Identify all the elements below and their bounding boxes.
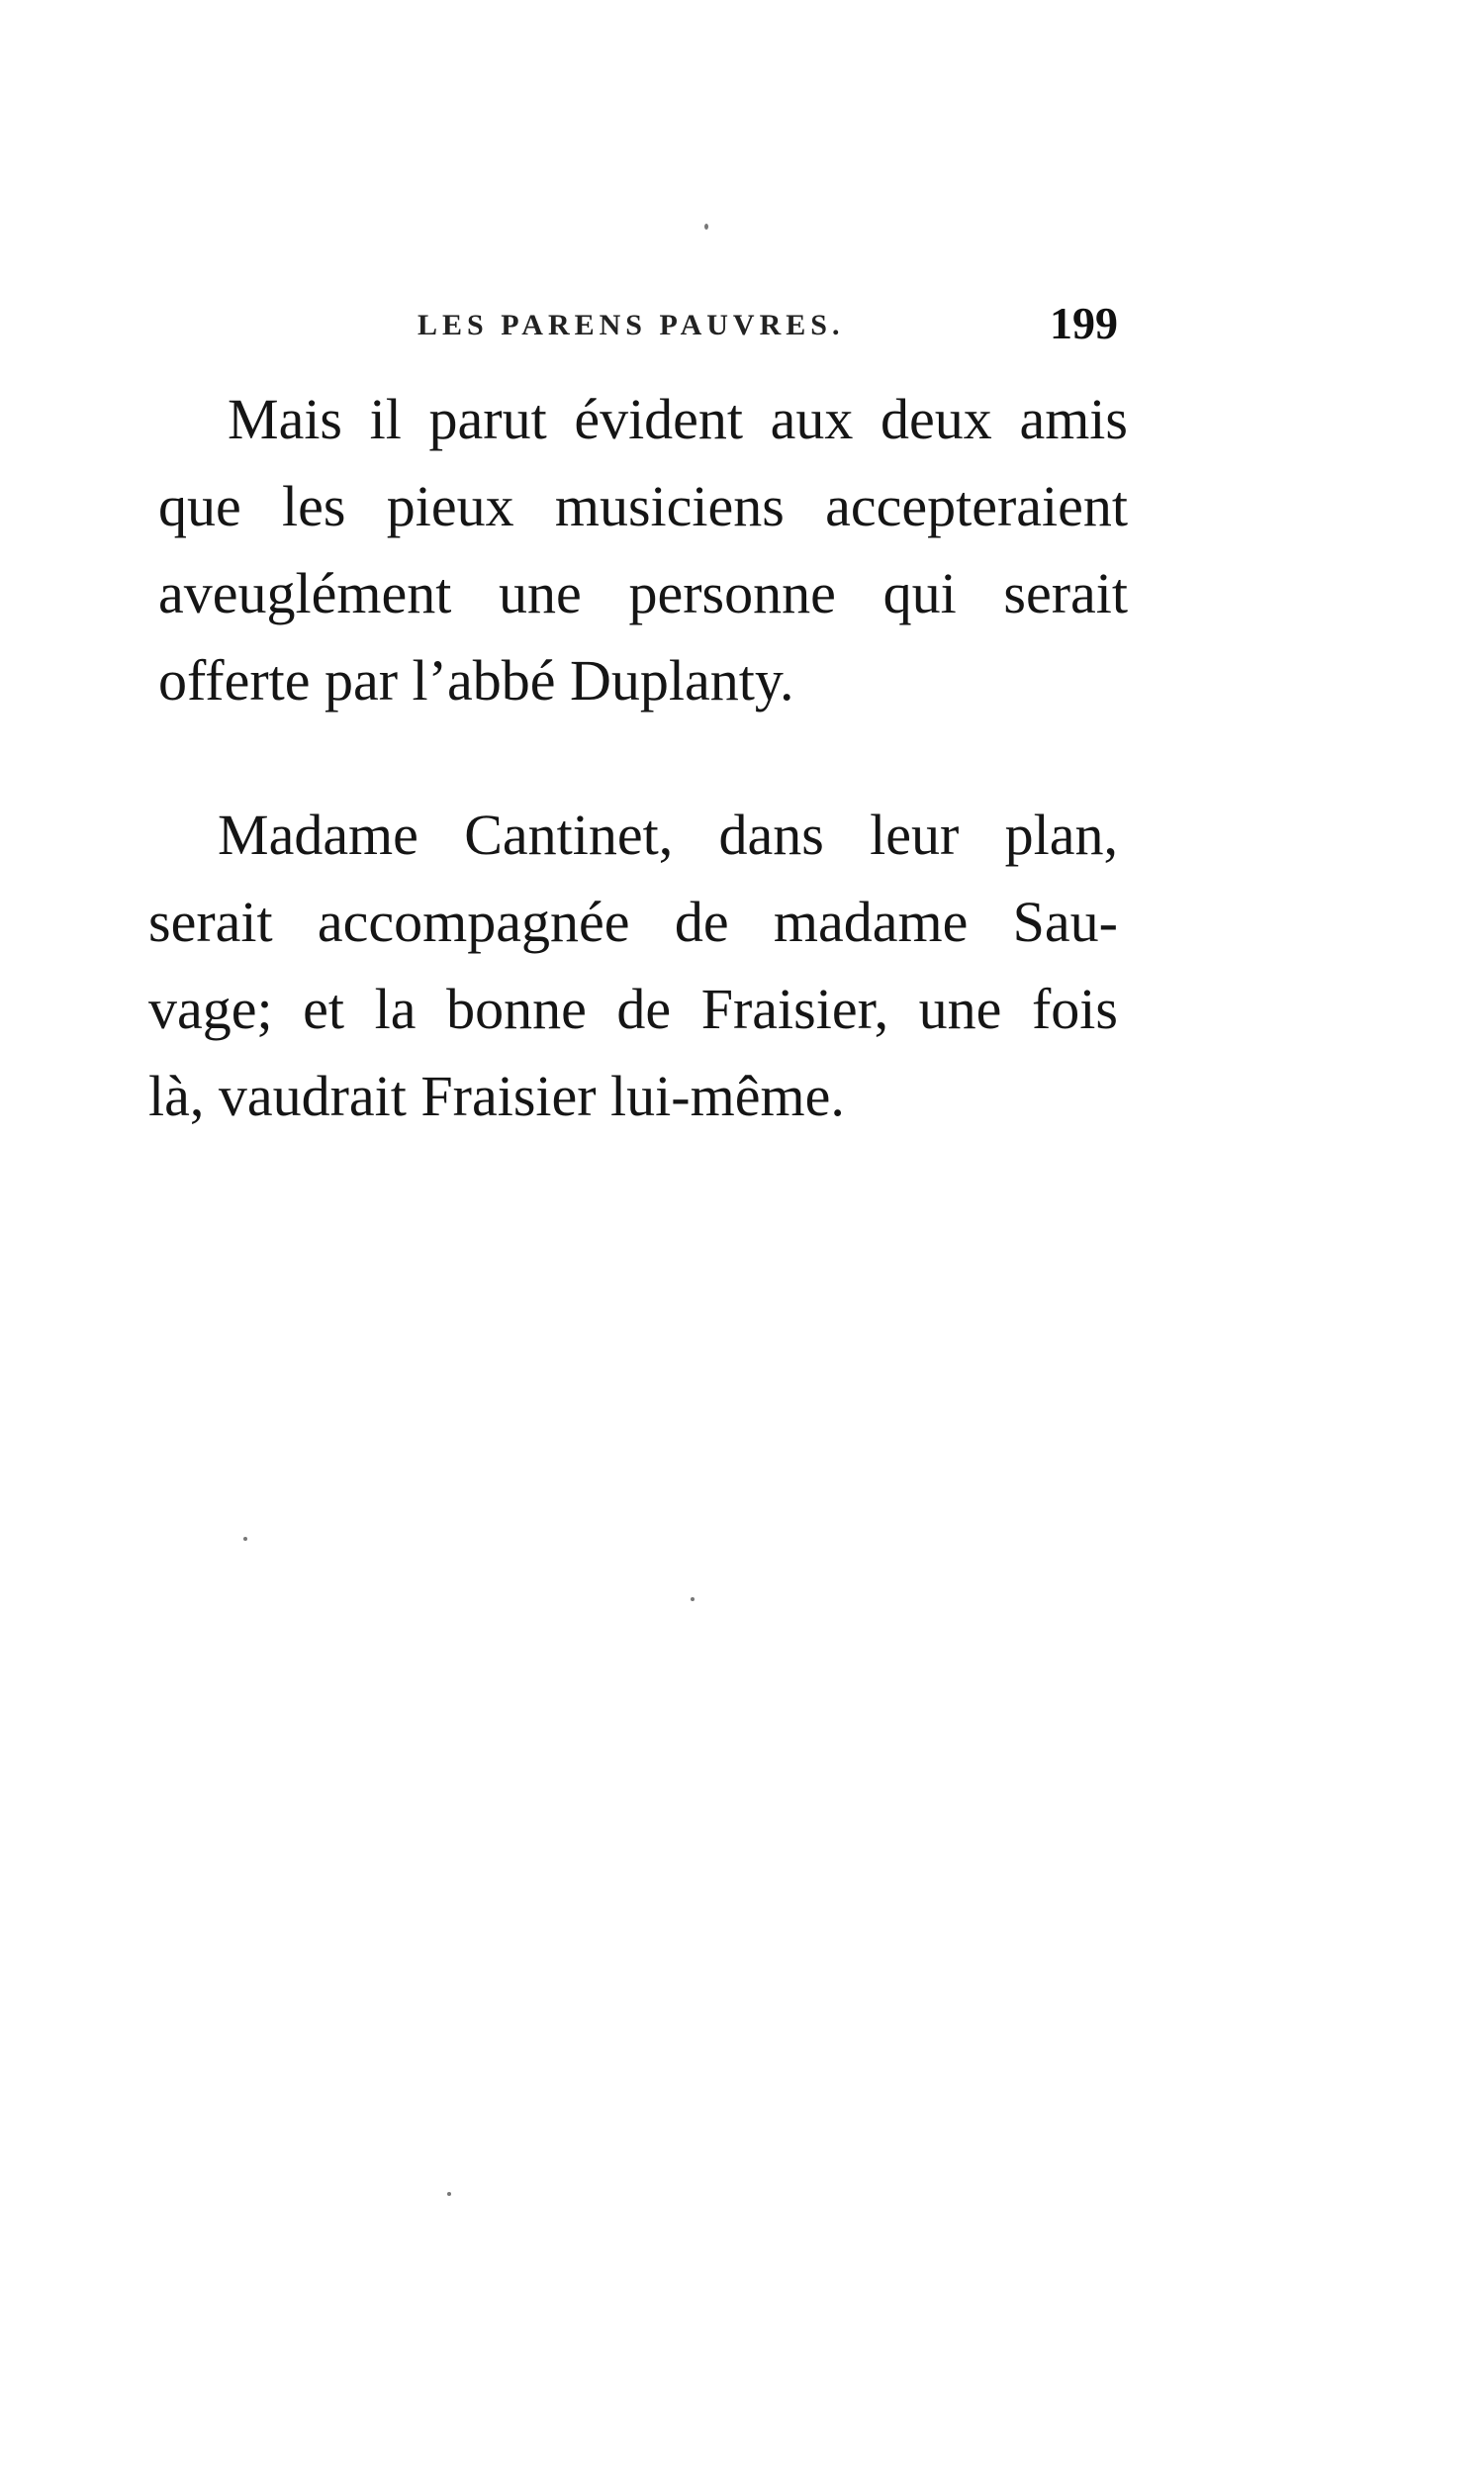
text-line: Madame Cantinet, dans leur plan, bbox=[218, 803, 1118, 867]
ink-speck bbox=[243, 1537, 247, 1541]
page-number: 199 bbox=[1050, 298, 1118, 348]
paragraph bbox=[148, 792, 1118, 1140]
running-title: LES PARENS PAUVRES. bbox=[417, 309, 845, 341]
paragraph bbox=[158, 376, 1128, 724]
text-line: que les pieux musiciens accepteraient bbox=[158, 474, 1128, 538]
text-line: aveuglément une personne qui serait bbox=[158, 561, 1128, 625]
ink-speck bbox=[447, 2192, 451, 2196]
ink-speck bbox=[691, 1597, 695, 1601]
ink-speck bbox=[704, 224, 708, 230]
text-line: vage; et la bonne de Fraisier, une fois bbox=[148, 977, 1118, 1041]
text-line: Mais il parut évident aux deux amis bbox=[228, 387, 1128, 451]
page-header bbox=[148, 297, 1118, 376]
text-line: serait accompagnée de madame Sau- bbox=[148, 890, 1118, 954]
text-line: offerte par l’abbé Duplanty. bbox=[158, 648, 794, 713]
text-line: là, vaudrait Fraisier lui-même. bbox=[148, 1064, 845, 1128]
